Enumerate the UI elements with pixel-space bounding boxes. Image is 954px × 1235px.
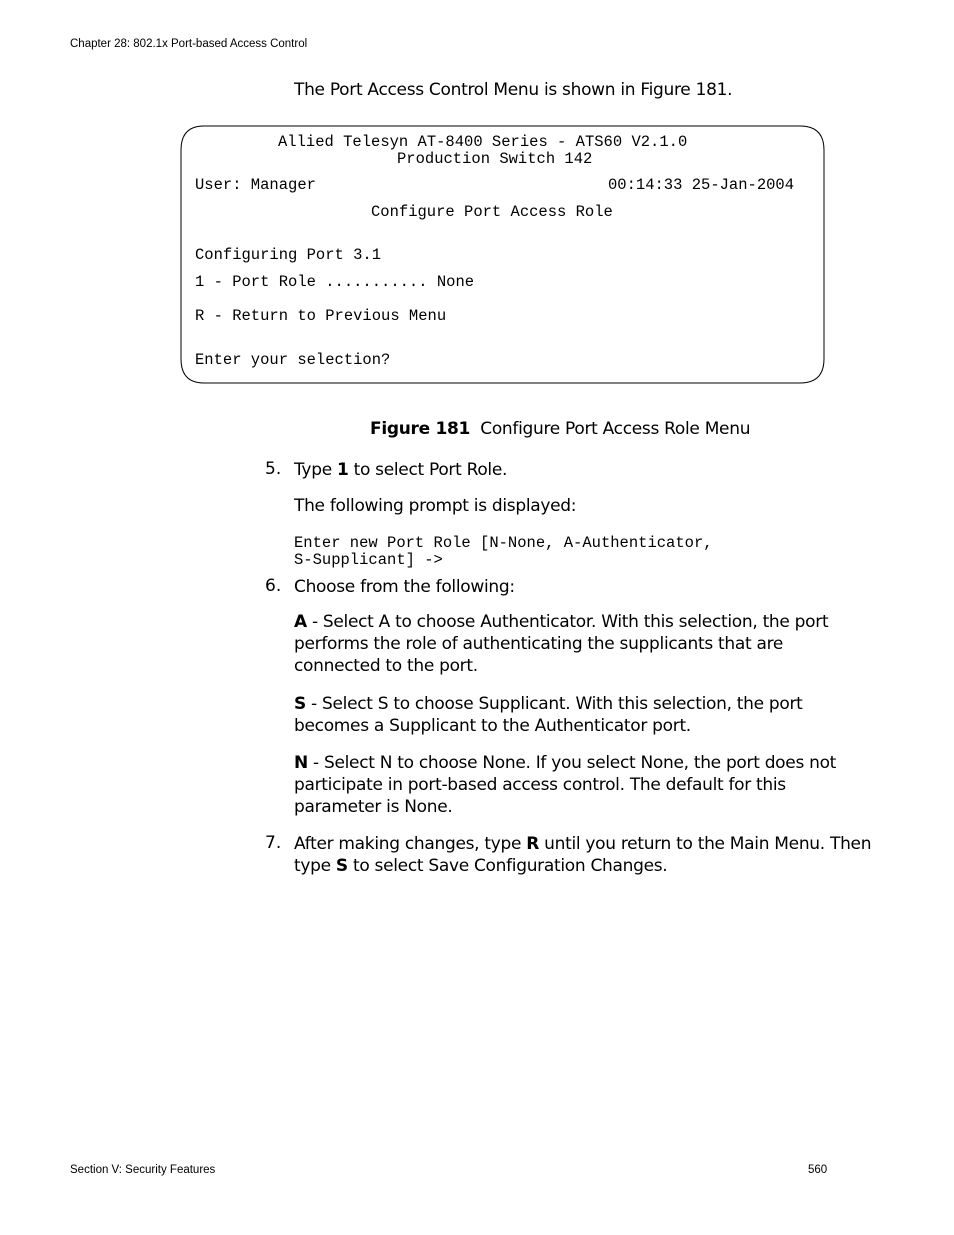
figure-caption-text: Configure Port Access Role Menu	[480, 419, 751, 439]
terminal-user: User: Manager	[195, 176, 316, 194]
terminal-option-1: 1 - Port Role ........... None	[195, 273, 475, 291]
terminal-line2: Production Switch 142	[397, 150, 593, 168]
step-7-number: 7.	[265, 833, 282, 853]
step-5-follow: The following prompt is displayed:	[294, 496, 577, 516]
figure-caption	[370, 418, 750, 440]
step-7-text: After making changes, type R until you return to the Main Menu. Then type S to select Save Configuration Changes.	[294, 834, 872, 876]
terminal-screen-title: Configure Port Access Role	[371, 203, 613, 221]
intro-paragraph: The Port Access Control Menu is shown in Figure 181.	[294, 80, 733, 100]
figure-label: Figure 181	[370, 419, 471, 439]
terminal-datetime: 00:14:33 25-Jan-2004	[608, 176, 795, 194]
terminal-option-r: R - Return to Previous Menu	[195, 307, 447, 325]
prompt-code-line2: S-Supplicant] ->	[294, 551, 443, 569]
terminal-configuring: Configuring Port 3.1	[195, 246, 382, 264]
option-s-paragraph: S - Select S to choose Supplicant. With this selection, the port becomes a Supplicant to the Authenticator port.	[294, 694, 803, 736]
option-n-paragraph: N - Select N to choose None. If you select None, the port does not participate in port-based access control. The default for this parameter is None.	[294, 753, 837, 817]
option-a-paragraph: A - Select A to choose Authenticator. With this selection, the port performs the role of authenticating the supplicants that are connected to the port.	[294, 612, 829, 676]
step-5-text: Type 1 to select Port Role.	[294, 460, 508, 480]
step-6-text: Choose from the following:	[294, 577, 515, 597]
step-6-number: 6.	[265, 576, 282, 596]
terminal-line1: Allied Telesyn AT-8400 Series - ATS60 V2.1.0	[278, 133, 688, 151]
page-number: 560	[808, 1164, 828, 1176]
terminal-prompt: Enter your selection?	[195, 351, 391, 369]
step-5-number: 5.	[265, 459, 282, 479]
prompt-code-line1: Enter new Port Role [N-None, A-Authenticator,	[294, 534, 713, 552]
page-footer-section: Section V: Security Features	[70, 1164, 216, 1176]
page-header: Chapter 28: 802.1x Port-based Access Control	[70, 38, 308, 50]
